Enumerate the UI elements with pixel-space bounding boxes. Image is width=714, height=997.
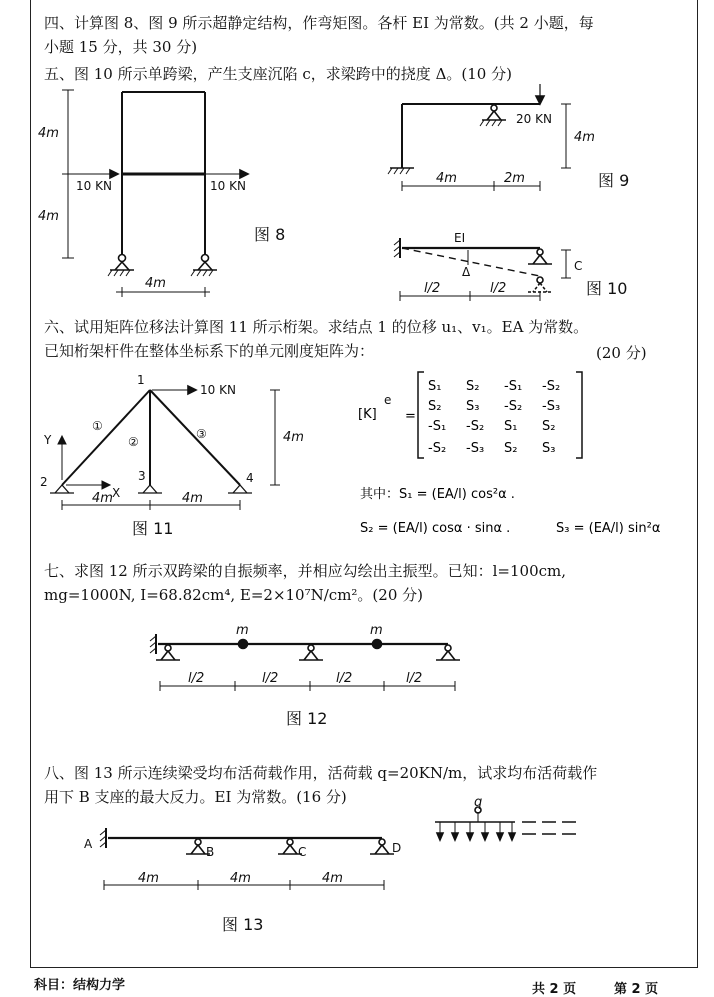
fig11-elem2: ② bbox=[128, 435, 139, 449]
matrix-cell: -S₃ bbox=[466, 441, 485, 456]
formula-s3: S₃ = (EA/l) sin²α bbox=[556, 521, 661, 536]
q7-line1: 七、求图 12 所示双跨梁的自振频率，并相应勾绘出主振型。已知：l=100cm, bbox=[44, 562, 567, 580]
matrix-cell: -S₂ bbox=[428, 441, 447, 456]
fig11-node2: 2 bbox=[40, 475, 48, 489]
fig9-dim-b: 2m bbox=[504, 171, 525, 186]
q4-line2: 小题 15 分，共 30 分) bbox=[44, 38, 198, 56]
fig11-axis-x: X bbox=[112, 486, 121, 500]
fig11-load: 10 KN bbox=[200, 383, 236, 397]
footer-total-pages: 共 2 页 bbox=[532, 982, 577, 997]
fig12-seg3: l/2 bbox=[336, 671, 353, 686]
q5-line1: 五、图 10 所示单跨梁，产生支座沉陷 c，求梁跨中的挠度 Δ。(10 分) bbox=[44, 65, 512, 83]
q6-score: (20 分) bbox=[596, 344, 647, 362]
formula-s2: S₂ = (EA/l) cosα · sinα . bbox=[360, 521, 511, 536]
fig11-dim-b: 4m bbox=[182, 491, 203, 506]
fig12-seg4: l/2 bbox=[406, 671, 423, 686]
fig8-load-left: 10 KN bbox=[76, 179, 112, 193]
fig11-caption: 图 11 bbox=[132, 519, 174, 538]
fig8-dim-top: 4m bbox=[38, 126, 59, 141]
q4-line1: 四、计算图 8、图 9 所示超静定结构，作弯矩图。各杆 EI 为常数。(共 2 小题，每 bbox=[44, 14, 594, 32]
matrix-cell: S₁ bbox=[428, 379, 442, 394]
fig13-span3: 4m bbox=[322, 871, 343, 886]
matrix-cell: S₂ bbox=[504, 441, 518, 456]
matrix-cells bbox=[428, 379, 560, 456]
figure-11 bbox=[50, 386, 280, 510]
fig13-label-b: B bbox=[206, 845, 215, 859]
q7-line2: mg=1000N, I=68.82cm⁴, E=2×10⁷N/cm²。(20 分) bbox=[44, 586, 423, 604]
fig13-caption: 图 13 bbox=[222, 915, 264, 934]
matrix-cell: S₂ bbox=[466, 379, 480, 394]
figure-8 bbox=[62, 90, 248, 297]
matrix-cell: S₁ bbox=[504, 419, 518, 434]
fig8-dim-bottom: 4m bbox=[38, 209, 59, 224]
fig12-seg1: l/2 bbox=[188, 671, 205, 686]
distributed-load-symbol bbox=[435, 807, 576, 840]
fig11-node1: 1 bbox=[137, 373, 145, 387]
matrix-cell: -S₂ bbox=[466, 419, 485, 434]
fig8-caption: 图 8 bbox=[254, 225, 286, 244]
figure-10 bbox=[394, 238, 571, 301]
matrix-cell: -S₂ bbox=[542, 379, 561, 394]
q8-line1: 八、图 13 所示连续梁受均布活荷载作用，活荷载 q=20KN/m，试求均布活荷载作 bbox=[44, 764, 598, 782]
fig11-node3: 3 bbox=[138, 469, 146, 483]
matrix-cell: S₂ bbox=[428, 399, 442, 414]
fig11-elem1: ① bbox=[92, 419, 103, 433]
fig13-span1: 4m bbox=[138, 871, 159, 886]
fig13-label-d: D bbox=[392, 841, 402, 855]
matrix-cell: S₂ bbox=[542, 419, 556, 434]
fig11-dim-a: 4m bbox=[92, 491, 113, 506]
fig13-label-c: C bbox=[298, 845, 307, 859]
matrix-lhs: [K] bbox=[358, 407, 377, 422]
fig12-mass2: m bbox=[370, 623, 383, 638]
matrix-cell: -S₁ bbox=[504, 379, 523, 394]
fig9-dim-a: 4m bbox=[436, 171, 457, 186]
matrix-cell: S₃ bbox=[542, 441, 556, 456]
fig10-half1: l/2 bbox=[424, 281, 441, 296]
matrix-superscript: e bbox=[384, 393, 392, 407]
fig10-caption: 图 10 bbox=[586, 279, 628, 298]
fig9-load: 20 KN bbox=[516, 112, 552, 126]
footer-subject: 科目：结构力学 bbox=[34, 978, 126, 993]
fig12-seg2: l/2 bbox=[262, 671, 279, 686]
figure-9 bbox=[388, 84, 571, 191]
matrix-cell: -S₁ bbox=[428, 419, 447, 434]
fig10-delta: Δ bbox=[462, 265, 471, 279]
fig13-q-label: q bbox=[474, 795, 483, 810]
fig12-caption: 图 12 bbox=[286, 709, 328, 728]
q8-line2: 用下 B 支座的最大反力。EI 为常数。(16 分) bbox=[44, 788, 347, 806]
formula-s1: 其中：S₁ = (EA/l) cos²α . bbox=[360, 487, 515, 502]
fig10-ei: EI bbox=[454, 231, 466, 245]
matrix-cell: S₃ bbox=[466, 399, 480, 414]
fig12-mass1: m bbox=[236, 623, 249, 638]
matrix-equals: = bbox=[405, 409, 416, 424]
fig10-c: C bbox=[574, 259, 583, 273]
fig13-span2: 4m bbox=[230, 871, 251, 886]
fig11-node4: 4 bbox=[246, 471, 254, 485]
fig9-caption: 图 9 bbox=[598, 171, 630, 190]
q6-line2: 已知桁架杆件在整体坐标系下的单元刚度矩阵为： bbox=[44, 342, 375, 360]
q6-line1: 六、试用矩阵位移法计算图 11 所示桁架。求结点 1 的位移 u₁、v₁。EA 为常数。 bbox=[44, 318, 589, 336]
fig10-half2: l/2 bbox=[490, 281, 507, 296]
matrix-cell: -S₂ bbox=[504, 399, 523, 414]
footer-page-number: 第 2 页 bbox=[614, 982, 659, 997]
fig8-load-right: 10 KN bbox=[210, 179, 246, 193]
fig11-axis-y: Y bbox=[44, 433, 52, 447]
fig11-elem3: ③ bbox=[196, 427, 207, 441]
fig8-dim-width: 4m bbox=[145, 276, 166, 291]
fig9-dim-height: 4m bbox=[574, 130, 595, 145]
fig11-dim-h: 4m bbox=[283, 430, 304, 445]
matrix-cell: -S₃ bbox=[542, 399, 561, 414]
fig13-label-a: A bbox=[84, 837, 93, 851]
